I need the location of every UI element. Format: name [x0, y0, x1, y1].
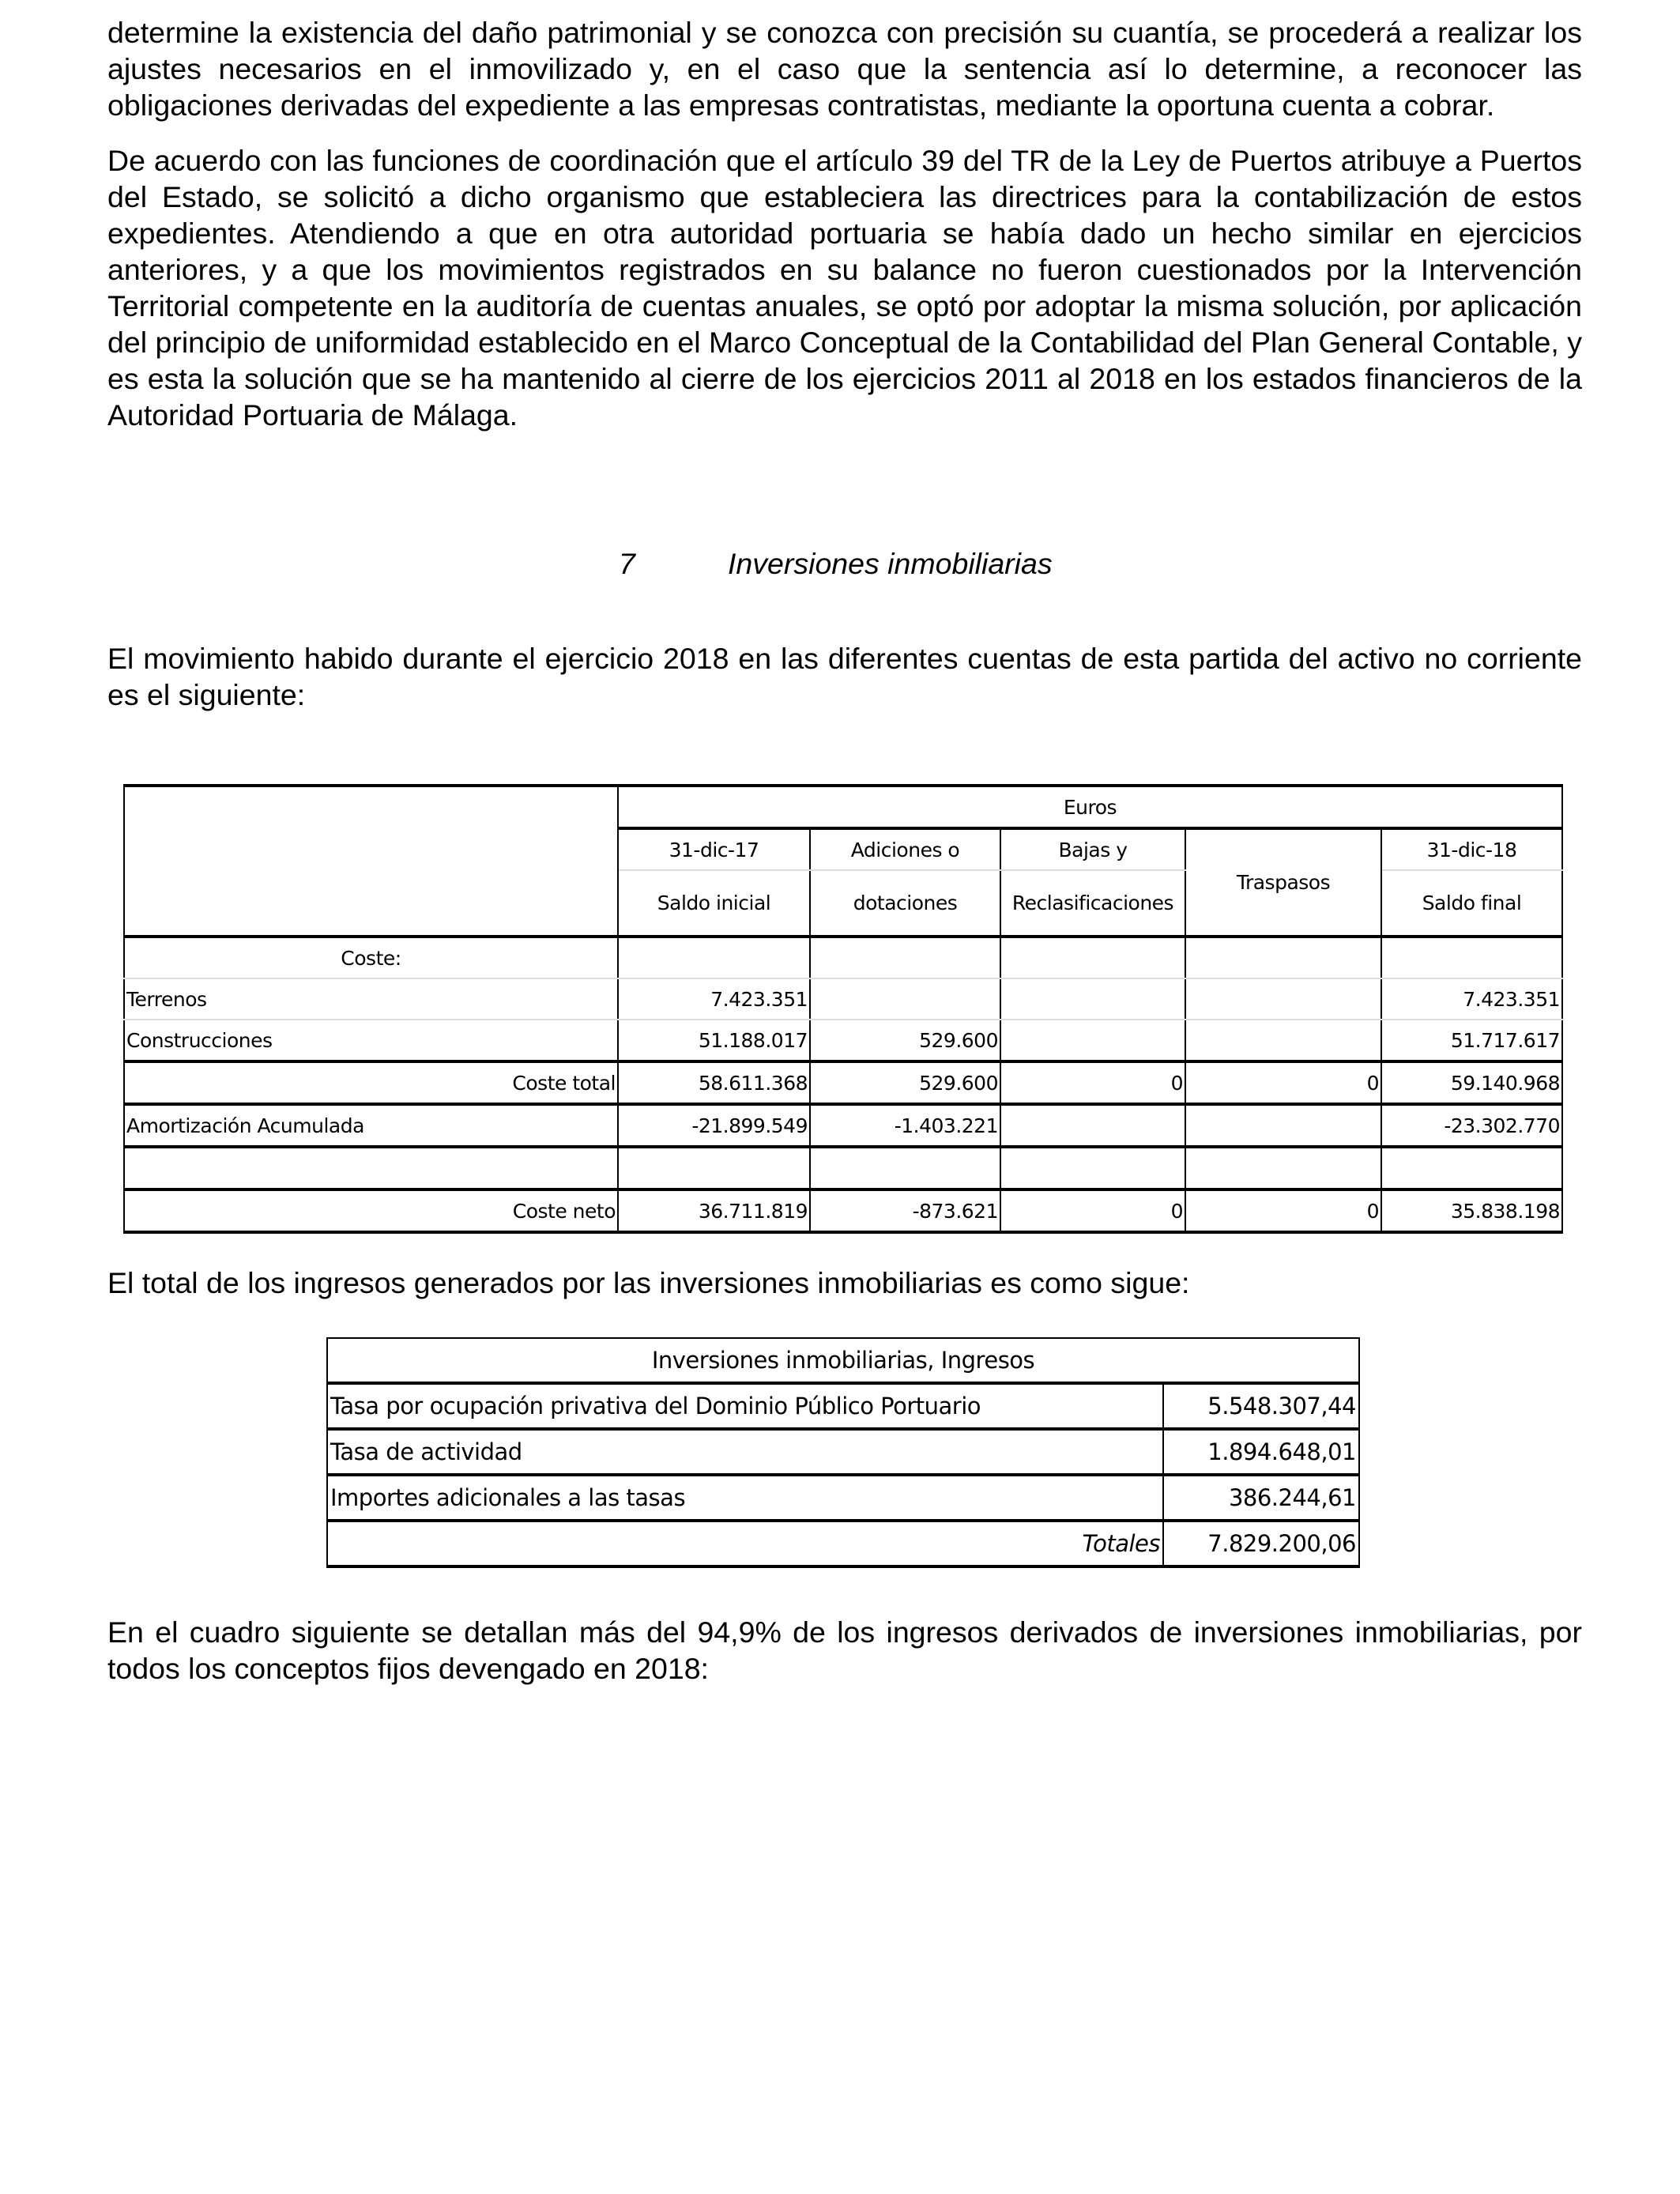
col-header-bottom: Saldo inicial: [618, 870, 810, 937]
section-title: Inversiones inmobiliarias: [728, 547, 1053, 580]
cell-value: 5.548.307,44: [1163, 1383, 1359, 1429]
cell-value: 7.423.351: [618, 978, 810, 1020]
table-row-empty: [124, 1147, 1562, 1189]
paragraph-continuation: determine la existencia del daño patrimonial y se conozca con precisión su cuantía, se procederá a realizar los ajustes necesarios en el inmovilizado y, en el caso que la sentencia así lo determine, a reconocer las obligaciones derivadas del expediente a las empresas contratistas, mediante la oportuna cuenta a cobrar.: [107, 16, 1582, 122]
col-header-top: 31-dic-18: [1381, 828, 1562, 870]
table-row: [327, 1475, 1359, 1521]
row-label: Tasa por ocupación privativa del Dominio Público Portuario: [327, 1383, 1163, 1429]
cell-value: [1000, 978, 1185, 1020]
cell-value: -1.403.221: [810, 1104, 1000, 1147]
movement-table: [123, 784, 1563, 1234]
cell-value: [1000, 1020, 1185, 1061]
col-header-traspasos: Traspasos: [1185, 828, 1381, 937]
row-label: Construcciones: [124, 1020, 618, 1061]
row-label: Terrenos: [124, 978, 618, 1020]
paragraph-income-intro: El total de los ingresos generados por las inversiones inmobiliarias es como sigue:: [107, 1266, 1190, 1299]
cell-value: [1185, 978, 1381, 1020]
paragraph-coordination: De acuerdo con las funciones de coordinación que el artículo 39 del TR de la Ley de Puertos atribuye a Puertos del Estado, se solicitó a dicho organismo que estableciera las directrices para la contabilización de estos expedientes. Atendiendo a que en otra autoridad portuaria se había dado un hecho similar en ejercicios anteriores, y a que los movimientos registrados en su balance no fueron cuestionados por la Intervención Territorial competente en la auditoría de cuentas anuales, se optó por adoptar la misma solución, por aplicación del principio de uniformidad establecido en el Marco Conceptual de la Contabilidad del Plan General Contable, y es esta la solución que se ha mantenido al cierre de los ejercicios 2011 al 2018 en los estados financieros de la Autoridad Portuaria de Málaga.: [107, 144, 1582, 432]
table-row: [327, 1429, 1359, 1475]
table-row: [327, 1383, 1359, 1429]
row-label: Coste total: [124, 1061, 618, 1104]
row-label: Amortización Acumulada: [124, 1104, 618, 1147]
cell-value: 51.188.017: [618, 1020, 810, 1061]
row-label: Coste neto: [124, 1189, 618, 1232]
income-table-title: Inversiones inmobiliarias, Ingresos: [327, 1338, 1359, 1383]
cell-value: 51.717.617: [1381, 1020, 1562, 1061]
row-label: Tasa de actividad: [327, 1429, 1163, 1475]
table-row: [124, 1020, 1562, 1061]
col-header-top: Adiciones o: [810, 828, 1000, 870]
empty-header-cell: [124, 786, 618, 937]
total-value: 7.829.200,06: [1163, 1521, 1359, 1566]
paragraph-detail-intro: En el cuadro siguiente se detallan más del 94,9% de los ingresos derivados de inversiones inmobiliarias, por todos los conceptos fijos devengado en 2018:: [107, 1615, 1582, 1685]
cell-value: -23.302.770: [1381, 1104, 1562, 1147]
cell-value: -873.621: [810, 1189, 1000, 1232]
table-row: [124, 1104, 1562, 1147]
cell-value: [1185, 1104, 1381, 1147]
table-row-total: [124, 1061, 1562, 1104]
cell-value: 529.600: [810, 1020, 1000, 1061]
table-row-total: [327, 1521, 1359, 1566]
cell-value: 529.600: [810, 1061, 1000, 1104]
income-table: [326, 1337, 1360, 1568]
cell-value: 0: [1185, 1061, 1381, 1104]
cell-value: 59.140.968: [1381, 1061, 1562, 1104]
col-header-bottom: Reclasificaciones: [1000, 870, 1185, 937]
col-header-bottom: Saldo final: [1381, 870, 1562, 937]
col-header-bottom: dotaciones: [810, 870, 1000, 937]
cell-value: -21.899.549: [618, 1104, 810, 1147]
col-header-top: Bajas y: [1000, 828, 1185, 870]
cell-value: [1000, 1104, 1185, 1147]
section-number: 7: [619, 547, 635, 580]
cell-value: 0: [1185, 1189, 1381, 1232]
cell-value: 0: [1000, 1061, 1185, 1104]
row-label: Coste:: [124, 937, 618, 978]
cell-value: 0: [1000, 1189, 1185, 1232]
cell-value: [810, 978, 1000, 1020]
cell-value: 36.711.819: [618, 1189, 810, 1232]
cell-value: 386.244,61: [1163, 1475, 1359, 1521]
cell-value: 35.838.198: [1381, 1189, 1562, 1232]
cell-value: 58.611.368: [618, 1061, 810, 1104]
row-label: Importes adicionales a las tasas: [327, 1475, 1163, 1521]
cell-value: [1185, 1020, 1381, 1061]
table-row-coste-label: [124, 937, 1562, 978]
euros-header: Euros: [618, 786, 1562, 828]
table-row-total: [124, 1189, 1562, 1232]
cell-value: 1.894.648,01: [1163, 1429, 1359, 1475]
paragraph-movement-intro: El movimiento habido durante el ejercicio 2018 en las diferentes cuentas de esta partida del activo no corriente es el siguiente:: [107, 642, 1582, 711]
cell-value: 7.423.351: [1381, 978, 1562, 1020]
total-label: Totales: [327, 1521, 1163, 1566]
table-row: [124, 978, 1562, 1020]
col-header-top: 31-dic-17: [618, 828, 810, 870]
